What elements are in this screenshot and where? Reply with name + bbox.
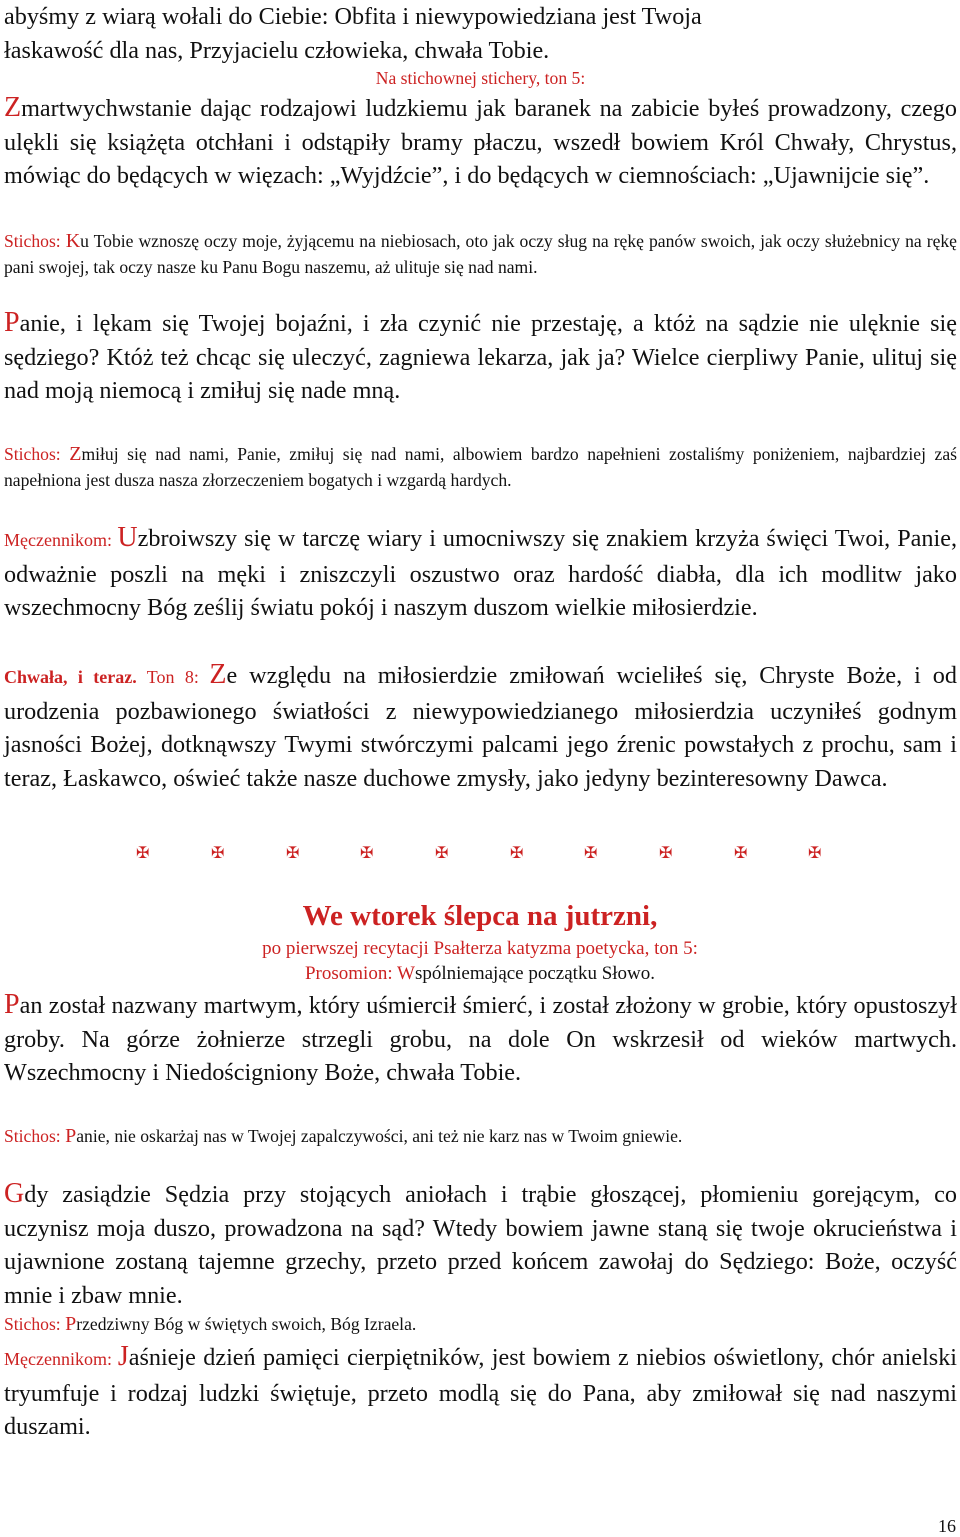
kathisma-paragraph: [4, 988, 957, 1090]
drop-initial: G: [4, 1178, 25, 1209]
maltese-cross-icon: ✠: [734, 845, 748, 862]
judgement-paragraph: [4, 1177, 957, 1312]
stichos-text: u Tobie wznoszę oczy moje, żyjącemu na niebiosach, oto jak oczy sług na rękę panów swoich, jak oczy służebnicy na rękę pani swojej, tak oczy nasze ku Panu Bogu naszemu, aż ulituje się nad nami.: [4, 231, 957, 277]
prosomion-text: spólniemające początku Słowo.: [414, 963, 656, 984]
stichos-initial: P: [65, 1313, 77, 1335]
glory-label: Chwała, i teraz.: [4, 667, 137, 687]
drop-initial: J: [117, 1341, 129, 1372]
prosomion-label: Prosomion:: [304, 963, 397, 984]
stichos-initial: K: [65, 230, 81, 252]
prosomion-line: [0, 961, 960, 986]
glory-paragraph: [4, 658, 957, 795]
martyrs-label: Męczennikom:: [4, 530, 118, 550]
stichery-heading-text: Na stichownej stichery, ton 5:: [375, 68, 586, 88]
stichos-1: [4, 229, 957, 280]
tone-label: Ton 8:: [136, 667, 210, 687]
stichos-initial: P: [65, 1125, 77, 1147]
maltese-cross-icon: ✠: [659, 845, 673, 862]
judgement-text: dy zasiądzie Sędzia przy stojących aniołach i trąbie głoszącej, płomieniu gorejącym, co uczynisz moja duszo, prowadzona na sąd? Wtedy bowiem jawne staną się twoje okrucieństwa i ujawnione zostaną tajemne grzechy, przeto przed końcem zawołaj do Sędziego: Boże, oczyść mnie i zbaw mnie.: [4, 1181, 957, 1309]
stichera-paragraph-1: [4, 91, 957, 193]
stichos-3: [4, 1124, 957, 1150]
martyrs-text: zbroiwszy się w tarczę wiary i umocniwszy się znakiem krzyża święci Twoi, Panie, odważnie poszli na męki i zniszczyli oszustwo oraz hardość diabła, dla ich modlitw jako wszechmocny Bóg ześlij światu pokój i naszym duszom wielkie miłosierdzie.: [4, 525, 957, 621]
maltese-cross-icon: ✠: [211, 845, 225, 862]
stichos-label: Stichos:: [4, 444, 70, 464]
drop-initial: U: [117, 522, 138, 553]
page-number: 16: [938, 1516, 956, 1536]
continuation-paragraph: [4, 0, 957, 67]
maltese-cross-icon: ✠: [808, 845, 822, 862]
stichery-heading: [4, 66, 957, 90]
stichos-initial: Z: [69, 443, 82, 465]
stichos-text: anie, nie oskarżaj nas w Twojej zapalczywości, ani też nie karz nas w Twoim gniewie.: [76, 1126, 683, 1146]
stichos-label: Stichos:: [4, 1314, 66, 1334]
stichera-text: anie, i lękam się Twojej bojaźni, i zła czynić nie przestaję, a któż na sądzie nie ulęknie się sędziego? Któż też chcąc się uleczyć, zagniewa lekarza, jak ja? Wielce cierpliwy Panie, ulituj się nad moją niemocą i zmiłuj się nade mną.: [4, 310, 957, 404]
stichera-paragraph-2: [4, 306, 957, 408]
stichos-label: Stichos:: [4, 231, 66, 251]
martyrs-label: Męczennikom:: [4, 1349, 118, 1369]
prosomion-initial: W: [397, 963, 415, 984]
martyrs-text: aśnieje dzień pamięci cierpiętników, jest bowiem z niebios oświetlony, chór anielski tryumfuje i rodzaj ludzki świętuje, przeto modlą się do Pana, aby zmiłował się nad naszymi duszami.: [4, 1344, 958, 1440]
cross-separator-row: [0, 843, 960, 877]
martyrs-paragraph-1: [4, 521, 957, 625]
maltese-cross-icon: ✠: [584, 845, 598, 862]
section-subtitle: po pierwszej recytacji Psałterza katyzma poetycka, ton 5:: [262, 938, 698, 959]
stichos-2: [4, 442, 957, 493]
section-title: We wtorek ślepca na jutrzni,: [302, 900, 658, 932]
drop-initial: Z: [4, 92, 22, 123]
glory-text: e względu na miłosierdzie zmiłowań wcieliłeś się, Chryste Boże, i od urodzenia pozbawionego światłości z niewypowiedzianego miłosierdzia uczyniłeś godnym jasności Bożej, dotknąwszy Twymi stwórczymi palcami jego źrenic powstałych z prochu, sam i teraz, Łaskawco, oświeć także nasze duchowe zmysły, jako jedyny bezinteresowny Dawca.: [4, 662, 957, 792]
kathisma-text: an został nazwany martwym, który uśmiercił śmierć, i został złożony w grobie, który opustoszył groby. Na górze żołnierze strzegli grobu, na dole On wskrzesił od wieków martwych. Wszechmocny i Niedościgniony Boże, chwała Tobie.: [4, 992, 957, 1086]
stichera-text: martwychwstanie dając rodzajowi ludzkiemu jak baranek na zabicie byłeś prowadzony, czego ulękli się książęta otchłani i odstąpiły bramy płaczu, wszedł bowiem Król Chwały, Chrystus, mówiąc do będących w więzach: „Wyjdźcie”, i do będących w ciemnościach: „Ujawnijcie się”.: [4, 95, 957, 189]
maltese-cross-icon: ✠: [136, 845, 150, 862]
martyrs-paragraph-2: [4, 1340, 957, 1444]
stichos-text: rzedziwny Bóg w świętych swoich, Bóg Izraela.: [76, 1314, 417, 1334]
continuation-line-1: abyśmy z wiarą wołali do Ciebie: Obfita i niewypowiedziana jest Twoja: [4, 3, 702, 30]
drop-initial: P: [4, 989, 20, 1020]
stichos-label: Stichos:: [4, 1126, 66, 1146]
maltese-cross-icon: ✠: [510, 845, 524, 862]
maltese-cross-icon: ✠: [286, 845, 300, 862]
stichos-4: [4, 1312, 957, 1338]
maltese-cross-icon: ✠: [435, 845, 449, 862]
drop-initial: Z: [209, 659, 227, 690]
drop-initial: P: [4, 307, 20, 338]
maltese-cross-icon: ✠: [360, 845, 374, 862]
continuation-line-2: łaskawość dla nas, Przyjacielu człowieka, chwała Tobie.: [4, 36, 550, 64]
stichos-text: miłuj się nad nami, Panie, zmiłuj się nad nami, albowiem bardzo napełnieni zostaliśmy poniżeniem, najbardziej zaś napełniona jest dusza nasza złorzeczeniem bogatych i wzgardą hardych.: [4, 444, 957, 490]
